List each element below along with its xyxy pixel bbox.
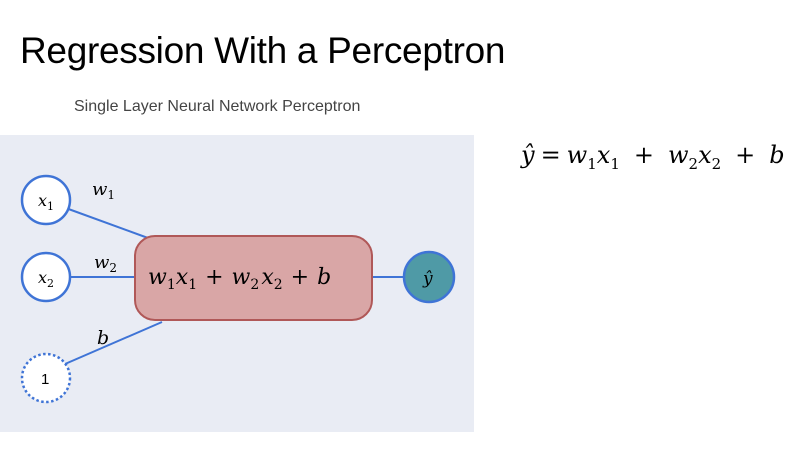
equation-x2: x bbox=[698, 141, 712, 169]
equation-x2-sub: 2 bbox=[711, 155, 722, 173]
equation-plus-2: + bbox=[735, 141, 756, 169]
equation-w2: w bbox=[667, 141, 689, 169]
edge-x1 bbox=[63, 207, 148, 238]
input-node-x1-label: $x_1$ bbox=[38, 191, 55, 213]
output-node-label: ŷ bbox=[423, 269, 433, 289]
equation-x1: x bbox=[596, 141, 611, 169]
equation-b: b bbox=[769, 141, 785, 169]
equation-w1-sub: 1 bbox=[587, 155, 597, 173]
weight-w1-label: $w_1$ bbox=[92, 179, 116, 202]
bias-node-label: 1 bbox=[41, 371, 50, 388]
slide-subtitle: Single Layer Neural Network Perceptron bbox=[74, 98, 361, 115]
weight-b-label: b bbox=[97, 327, 110, 349]
equation-w2-sub: 2 bbox=[688, 155, 699, 173]
equation-x1-sub: 1 bbox=[610, 155, 620, 173]
edge-bias bbox=[65, 322, 162, 364]
regression-equation bbox=[521, 141, 785, 173]
input-node-x2-label: $x_2$ bbox=[38, 268, 55, 290]
equation-lhs: ŷ bbox=[521, 141, 535, 169]
equation-w1: w bbox=[566, 141, 588, 169]
equation-plus-1: + bbox=[633, 141, 654, 169]
equation-equals: = bbox=[540, 141, 561, 169]
summation-expression: $w_1x_1 + w_2x_2 + b$ bbox=[148, 265, 332, 293]
slide-title: Regression With a Perceptron bbox=[20, 30, 506, 71]
weight-w2-label: $w_2$ bbox=[94, 252, 118, 275]
